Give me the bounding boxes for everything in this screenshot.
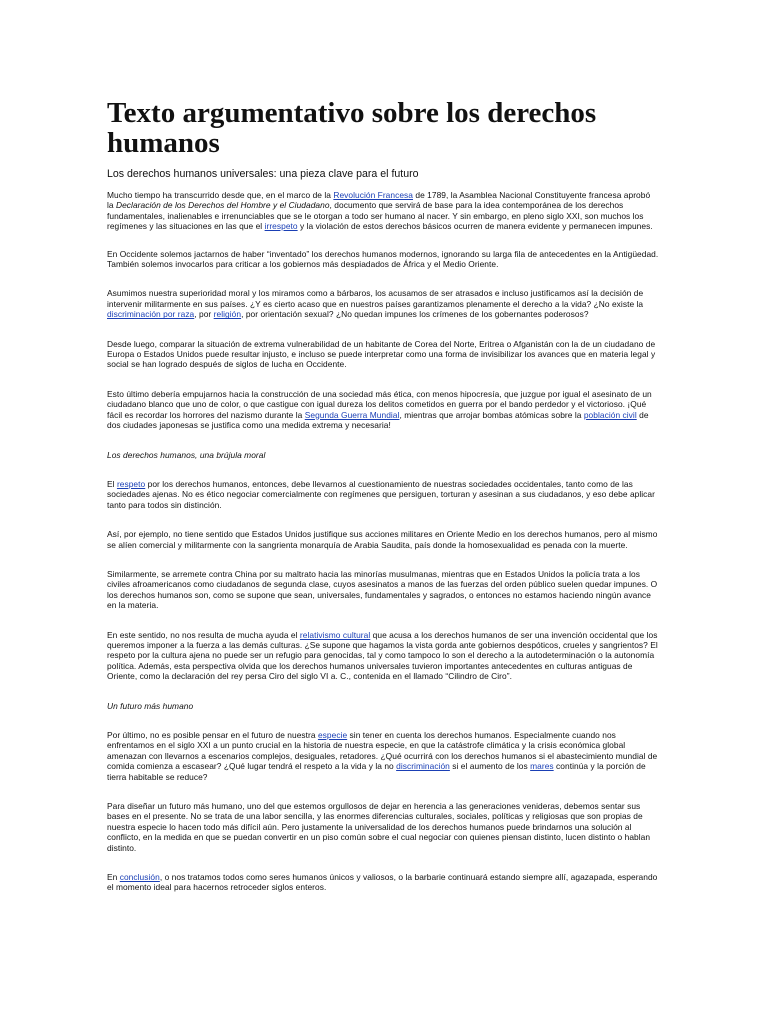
text: sin tener en cuenta los derechos humanos. Especialmente cuando nos enfrentamos en el siglo XXI a un punto crucial en la historia de nuestra especie, en que la catástrofe climática y la crisis económica global amenazan con llevarnos a escenarios complejos, desiguales, retadores. ¿Qué ocurrirá con los derechos humanos si el abastecimiento mundial de comida comienza a escasear? ¿Qué lugar tendrá el respeto a la vida y la no [107,730,658,772]
text: continúa y la porción de tierra habitable se reduce? [107,761,646,782]
section-heading-brujula: Los derechos humanos, una brújula moral [107,449,266,460]
text: , documento que servirá de base para la idea contemporánea de los derechos fundamentales, inalienables e irrenunciables que se le otorgan a todo ser humano al nacer. Y sin embargo, en pleno siglo XXI, son muchos los regímenes y las situaciones en las que el [107,200,644,232]
link-mares[interactable]: mares [530,761,554,772]
italic-text: Declaración de los Derechos del Hombre y el Ciudadano [116,200,330,211]
article-title: Texto argumentativo sobre los derechos humanos [107,97,597,159]
link-discriminacion[interactable]: discriminación [396,761,450,772]
text: Mucho tiempo ha transcurrido desde que, en el marco de la [107,190,334,200]
paragraph-8: Similarmente, se arremete contra China por su maltrato hacia las minorías musulmanas, mientras que en Estados Unidos la policía trata a los civiles afroamericanos como ciudadanos de segunda clase, cuyos asesinatos a manos de las fuerzas del orden público suelen quedar impunes. O los derechos humanos son, como se supone que sean, universales, fundamentales y sagrados, o entonces no estamos haciendo ningún avance en la materia. [107,568,658,611]
text: , o nos tratamos todos como seres humanos únicos y valiosos, o la barbarie continuará estando siempre allí, agazapada, esperando el momento ideal para hacernos retroceder siglos enteros. [107,872,658,893]
text: de dos ciudades japonesas se justifica como una medida extrema y necesaria! [107,409,649,431]
paragraph-6 [107,479,659,510]
article [107,98,659,912]
link-respeto[interactable]: respeto [116,478,146,489]
paragraph-2: En Occidente solemos jactarnos de haber “inventado” los derechos humanos modernos, ignorando su larga fila de antecedentes en la Antigüedad. También solemos invocarlos para criticar a los gobiernos más despiadados de África y el Medio Oriente. [107,248,659,270]
link-poblacion-civil[interactable]: población civil [583,409,637,420]
text: , mientras que arrojar bombas atómicas sobre la [399,409,584,420]
link-irrespeto[interactable]: irrespeto [264,221,298,232]
text: En este sentido, no nos resulta de mucha ayuda el [107,629,300,640]
article-subtitle: Los derechos humanos universales: una pieza clave para el futuro [107,168,419,180]
text: , por [194,309,214,320]
paragraph-7: Así, por ejemplo, no tiene sentido que Estados Unidos justifique sus acciones militares en Oriente Medio en los derechos humanos, pero al mismo se alíen comercial y militarmente con la sangrienta monarquía de Arabia Saudita, país donde la homosexualidad es penada con la muerte. [107,529,658,550]
link-relativismo-cultural[interactable]: relativismo cultural [299,629,371,640]
link-revolucion-francesa[interactable]: Revolución Francesa [333,190,413,200]
link-discriminacion-por-raza[interactable]: discriminación por raza [107,309,195,320]
link-especie[interactable]: especie [317,730,348,740]
paragraph-11: Para diseñar un futuro más humano, uno del que estemos orgullosos de dejar en herencia a las generaciones venideras, debemos sentar sus bases en el presente. No se trata de una labor sencilla, y las enormes diferencias culturales, sociales, políticas y religiosas que son propias de nuestra especie lo hacen todo más difícil aún. Pero justamente la universalidad de los derechos humanos puede brindarnos una solución al conflicto, en la medida en que se puedan convertir en un piso común sobre el cual negociar con quienes piensan distinto, lucen distinto o hablan distinto. [107,801,651,853]
link-religion[interactable]: religión [213,309,242,320]
link-conclusion[interactable]: conclusión [119,872,160,883]
paragraph-12 [107,872,659,893]
text: En [107,872,120,883]
text: Por último, no es posible pensar en el futuro de nuestra [107,730,318,740]
paragraph-3 [107,288,659,319]
text: que acusa a los derechos humanos de ser una invención occidental que los queremos imponer a la fuerza a las demás culturas. ¿Se supone que hagamos la vista gorda ante gobiernos despóticos, crueles y sangrientos? El respeto por la cultura ajena no puede ser un refugio para genocidas, tal y como tampoco lo son el derecho a la autodeterminación o la autonomía política. Además, esta perspectiva olvida que los derechos humanos universales tuvieron importantes antecedentes en culturas antiguas de Oriente, como la declaración del rey persa Ciro del siglo VI a. C., contenida en el llamado “Cilindro de Ciro”. [107,629,658,682]
paragraph-4: Desde luego, comparar la situación de extrema vulnerabilidad de un habitante de Corea del Norte, Eritrea o Afganistán con la de un ciudadano de Europa o Estados Unidos puede resultar injusto, e incluso se puede interpretar como una forma de invisibilizar los avances que en materia legal y social se han logrado después de siglos de lucha en Occidente. [107,338,656,370]
paragraph-5 [107,389,659,431]
text: si el aumento de los [449,761,531,772]
paragraph-9 [107,630,659,682]
link-segunda-guerra-mundial[interactable]: Segunda Guerra Mundial [304,409,400,420]
section-heading-futuro: Un futuro más humano [107,700,194,711]
paragraph-10 [107,730,659,782]
text: Esto último debería empujarnos hacia la construcción de una sociedad más ética, con menos hipocresía, que juzgue por igual el asesinato de un ciudadano blanco que uno de color, o que castigue con igual dureza los delitos cometidos en guerra por el bando perdedor y el victorioso. ¡Qué fácil es recordar los horrores del nazismo durante la [107,388,652,420]
text: y la violación de estos derechos básicos ocurren de manera evidente y permanecen impunes. [297,221,653,232]
text: de 1789, la Asamblea Nacional Constituyente francesa aprobó la [107,190,651,211]
text: Asumimos nuestra superioridad moral y los miramos como a bárbaros, los acusamos de ser atrasados e incluso justificamos así la decisión de intervenir militarmente en sus países. ¿Y es cierto acaso que en nuestros países garantizamos plenamente el derecho a la vida? ¿No existe la [107,288,644,309]
text: por los derechos humanos, entonces, debe llevarnos al cuestionamiento de nuestras sociedades occidentales, tanto como de las sociedades ajenas. No es ético negociar comercialmente con regímenes que persiguen, torturan y asesinan a sus ciudadanos, y eso debe aplicar tanto para todos sin distinción. [107,478,655,510]
text: El [107,478,117,489]
paragraph-1 [107,190,659,232]
text: , por orientación sexual? ¿No quedan impunes los crímenes de los gobernantes poderosos? [241,309,589,320]
